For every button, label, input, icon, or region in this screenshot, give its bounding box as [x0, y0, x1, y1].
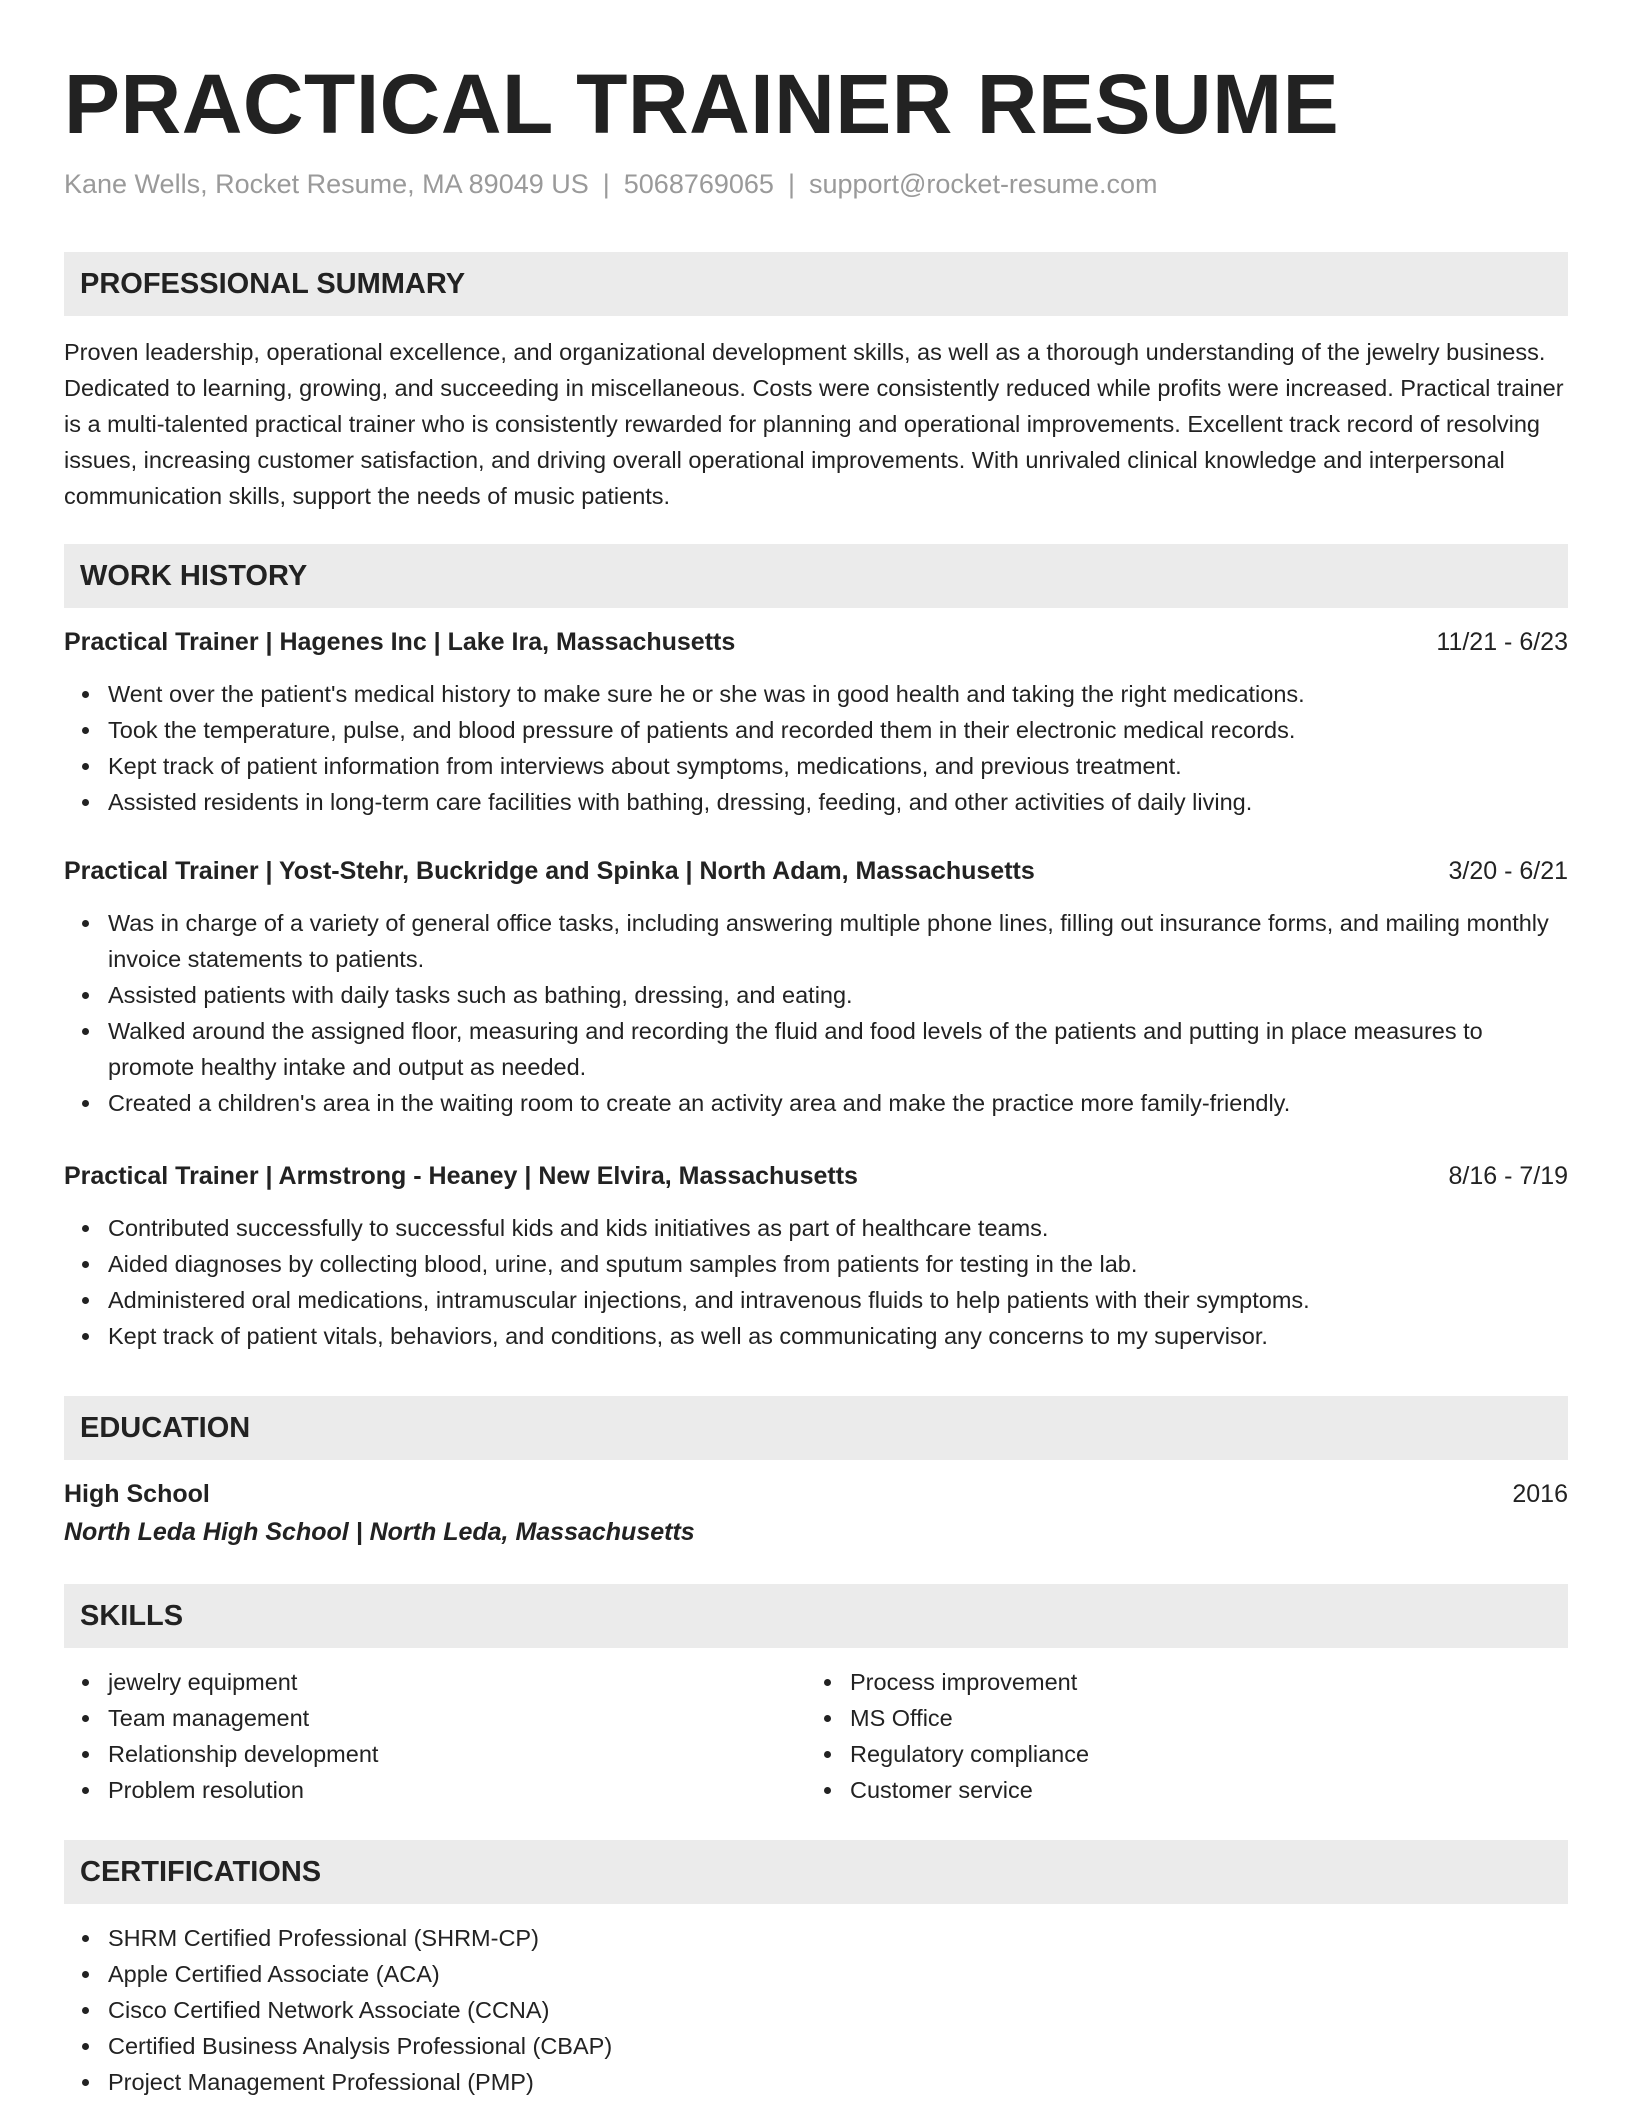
job-header	[64, 624, 1568, 660]
skills-list-right	[806, 1664, 1089, 1808]
skill-item: Team management	[64, 1700, 378, 1736]
job-bullet: Went over the patient's medical history to make sure he or she was in good health and taking the right medications.	[64, 676, 1568, 712]
skill-item: Customer service	[806, 1772, 1089, 1808]
certification-item: Cisco Certified Network Associate (CCNA)	[64, 1992, 1568, 2028]
job-dates: 11/21 - 6/23	[1436, 628, 1568, 656]
job-bullet: Walked around the assigned floor, measuring and recording the fluid and food levels of the patients and putting in place measures to promote healthy intake and output as needed.	[64, 1013, 1568, 1085]
job-bullets	[64, 676, 1568, 820]
certification-item: Project Management Professional (PMP)	[64, 2064, 1568, 2100]
skills-list-left	[64, 1664, 378, 1808]
skills-section-header	[64, 1584, 1568, 1648]
work-history-section-header	[64, 544, 1568, 608]
resume-title: PRACTICAL TRAINER RESUME	[64, 57, 1340, 151]
job-title: Practical Trainer | Hagenes Inc | Lake Ira, Massachusetts	[64, 628, 736, 656]
job-bullets	[64, 1210, 1568, 1354]
skill-item: jewelry equipment	[64, 1664, 378, 1700]
job-bullet: Kept track of patient information from interviews about symptoms, medications, and previous treatment.	[64, 748, 1568, 784]
skill-item: Problem resolution	[64, 1772, 378, 1808]
job-dates: 3/20 - 6/21	[1448, 857, 1568, 885]
work-history-heading: WORK HISTORY	[80, 560, 308, 592]
contact-phone: 5068769065	[623, 169, 774, 199]
job-bullets	[64, 905, 1568, 1121]
skills-heading: SKILLS	[80, 1600, 184, 1632]
job-bullet: Contributed successfully to successful kids and kids initiatives as part of healthcare teams.	[64, 1210, 1568, 1246]
job-title: Practical Trainer | Yost-Stehr, Buckridge and Spinka | North Adam, Massachusetts	[64, 857, 1035, 885]
certifications-section-header	[64, 1840, 1568, 1904]
contact-separator: |	[787, 169, 795, 199]
job-bullet: Took the temperature, pulse, and blood pressure of patients and recorded them in their electronic medical records.	[64, 712, 1568, 748]
job-bullet: Assisted residents in long-term care facilities with bathing, dressing, feeding, and other activities of daily living.	[64, 784, 1568, 820]
contact-email: support@rocket-resume.com	[808, 169, 1158, 199]
job-bullet: Administered oral medications, intramuscular injections, and intravenous fluids to help patients with their symptoms.	[64, 1282, 1568, 1318]
education-year: 2016	[1512, 1480, 1568, 1508]
education-degree: High School	[64, 1480, 210, 1508]
certification-item: Apple Certified Associate (ACA)	[64, 1956, 1568, 1992]
summary-text: Proven leadership, operational excellence, and organizational development skills, as well as a thorough understanding of the jewelry business. Dedicated to learning, growing, and succeeding in miscellaneous. Costs were consistently reduced while profits were increased. Practical trainer is a multi-talented practical trainer who is consistently rewarded for planning and operational improvements. Excellent track record of resolving issues, increasing customer satisfaction, and driving overall operational improvements. With unrivaled clinical knowledge and interpersonal communication skills, support the needs of music patients.	[64, 339, 1564, 509]
contact-address: Kane Wells, Rocket Resume, MA 89049 US	[64, 169, 589, 199]
certification-item: SHRM Certified Professional (SHRM-CP)	[64, 1920, 1568, 1956]
job-header	[64, 853, 1568, 889]
job-bullet: Assisted patients with daily tasks such as bathing, dressing, and eating.	[64, 977, 1568, 1013]
skill-item: Process improvement	[806, 1664, 1089, 1700]
certifications-heading: CERTIFICATIONS	[80, 1856, 322, 1888]
certification-item: Certified Business Analysis Professional (CBAP)	[64, 2028, 1568, 2064]
education-heading: EDUCATION	[80, 1412, 251, 1444]
job-header	[64, 1158, 1568, 1194]
skill-item: Regulatory compliance	[806, 1736, 1089, 1772]
education-section-header	[64, 1396, 1568, 1460]
contact-separator: |	[602, 169, 610, 199]
skill-item: Relationship development	[64, 1736, 378, 1772]
skill-item: MS Office	[806, 1700, 1089, 1736]
job-bullet: Was in charge of a variety of general office tasks, including answering multiple phone lines, filling out insurance forms, and mailing monthly invoice statements to patients.	[64, 905, 1568, 977]
education-school: North Leda High School | North Leda, Massachusetts	[64, 1518, 695, 1546]
job-bullet: Aided diagnoses by collecting blood, urine, and sputum samples from patients for testing in the lab.	[64, 1246, 1568, 1282]
certifications-list	[64, 1920, 1568, 2100]
summary-section-header	[64, 252, 1568, 316]
summary-heading: PROFESSIONAL SUMMARY	[80, 268, 466, 300]
contact-line	[64, 166, 1157, 202]
job-dates: 8/16 - 7/19	[1448, 1162, 1568, 1190]
job-title: Practical Trainer | Armstrong - Heaney | New Elvira, Massachusetts	[64, 1162, 858, 1190]
job-bullet: Created a children's area in the waiting room to create an activity area and make the practice more family-friendly.	[64, 1085, 1568, 1121]
job-bullet: Kept track of patient vitals, behaviors, and conditions, as well as communicating any concerns to my supervisor.	[64, 1318, 1568, 1354]
